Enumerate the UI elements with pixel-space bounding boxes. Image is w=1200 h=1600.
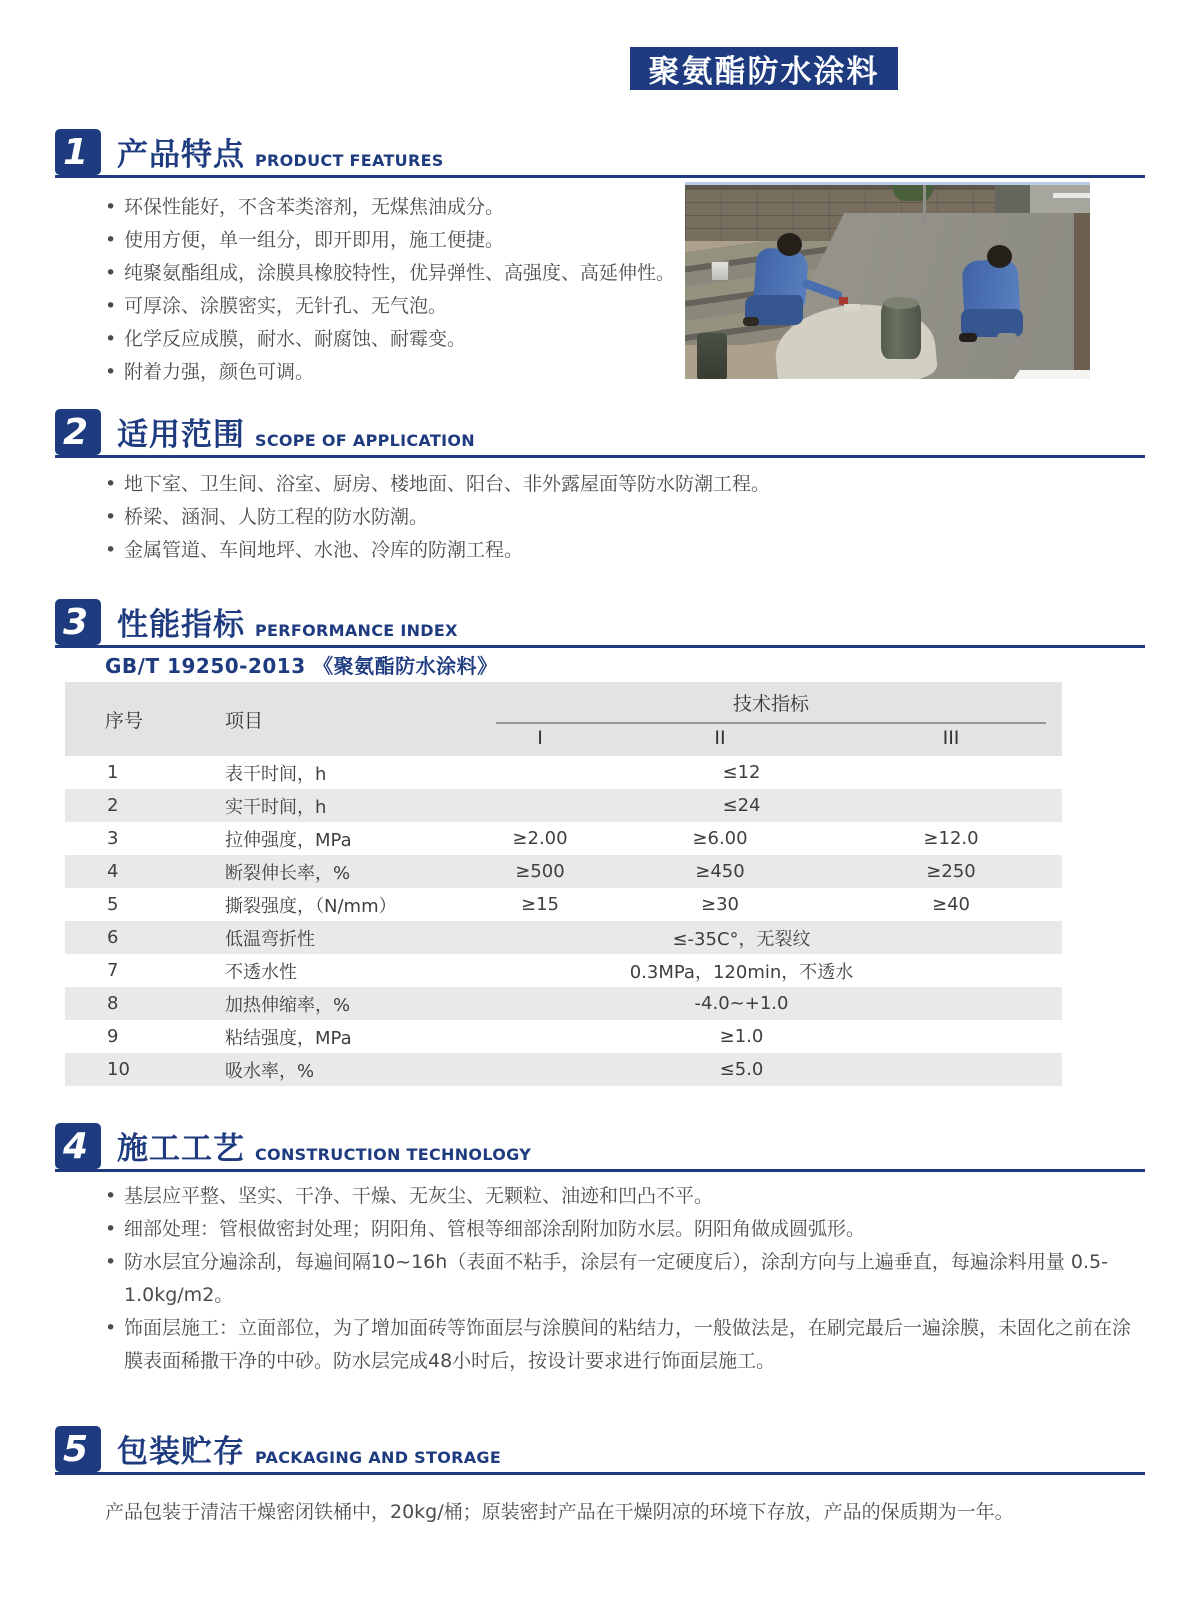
section-construction-technology: [55, 1122, 1145, 1378]
row-value-span: -4.0~+1.0: [694, 993, 789, 1014]
table-row: [65, 1053, 1062, 1086]
construction-steps-list: [105, 1180, 1147, 1378]
row-value-span: ≤-35C°，无裂纹: [672, 928, 811, 950]
col-header-group: [480, 682, 1062, 724]
table-row: [65, 756, 1062, 789]
table-row: [65, 921, 1062, 954]
section-number-badge: 1: [55, 129, 101, 175]
section-subtitle: PACKAGING AND STORAGE: [255, 1448, 502, 1467]
photo-barrel: [881, 301, 921, 359]
col-header-item: 项目: [225, 709, 264, 732]
row-item: 低温弯折性: [225, 928, 315, 950]
photo-pipe: [1053, 193, 1090, 198]
row-item: 不透水性: [225, 961, 297, 983]
photo-worker-right: [957, 245, 1047, 347]
row-item: 拉伸强度，MPa: [225, 829, 352, 851]
table-row: [65, 987, 1062, 1020]
row-index: 1: [107, 762, 119, 783]
row-value: ≥15: [521, 894, 559, 915]
section-title: 性能指标: [117, 607, 245, 643]
list-item: • 基层应平整、坚实、干净、干燥、无灰尘、无颗粒、油迹和凹凸不平。: [105, 1180, 1147, 1213]
section-subtitle: SCOPE OF APPLICATION: [255, 431, 475, 450]
product-features-list: [105, 191, 690, 389]
row-value: ≥2.00: [512, 828, 568, 849]
row-value-span: ≥1.0: [719, 1026, 764, 1047]
row-item: 实干时间，h: [225, 796, 327, 818]
row-value: ≥6.00: [692, 828, 748, 849]
table-row: [65, 1020, 1062, 1053]
row-value-span: 0.3MPa，120min，不透水: [629, 961, 854, 983]
section-number-badge: 3: [55, 599, 101, 645]
section-1-header: [55, 128, 1145, 178]
product-photo: [685, 182, 1090, 379]
col-header-index: 序号: [105, 709, 144, 732]
section-subtitle: PRODUCT FEATURES: [255, 151, 444, 170]
row-item: 加热伸缩率，%: [225, 994, 351, 1016]
photo-corner-concrete: [1030, 185, 1090, 215]
col-header-grade-1: I: [537, 727, 543, 749]
row-value-span: ≤24: [722, 795, 761, 816]
application-scope-list: [105, 468, 1145, 567]
row-value: ≥500: [515, 861, 565, 882]
list-item: • 细部处理：管根做密封处理；阴阳角、管根等细部涂刮附加防水层。阴阳角做成圆弧形。: [105, 1213, 1147, 1246]
row-item: 粘结强度，MPa: [225, 1027, 352, 1049]
section-number-badge: 5: [55, 1426, 101, 1472]
row-item: 撕裂强度，（N/mm）: [225, 895, 397, 917]
row-value: ≥12.0: [923, 828, 979, 849]
section-title: 适用范围: [117, 417, 245, 453]
worker-shoe: [743, 317, 759, 326]
photo-paint-bucket: [711, 261, 729, 281]
list-item: • 附着力强，颜色可调。: [105, 356, 690, 389]
table-row: [65, 954, 1062, 987]
section-2-header: [55, 408, 1145, 458]
col-header-grade-2: II: [714, 727, 726, 749]
packaging-storage-text: 产品包装于清洁干燥密闭铁桶中，20kg/桶；原装密封产品在干燥阴凉的环境下存放，产品的保质期为一年。: [105, 1501, 1014, 1523]
section-number-badge: 2: [55, 409, 101, 455]
section-4-header: [55, 1122, 1145, 1172]
section-5-header: [55, 1425, 1145, 1475]
photo-dark-bucket: [697, 333, 727, 379]
photo-pool-edge: [1010, 370, 1090, 379]
table-head: [65, 682, 1062, 756]
section-title: 产品特点: [117, 137, 245, 173]
table-row: [65, 789, 1062, 822]
table-row: [65, 888, 1062, 921]
list-item: • 环保性能好，不含苯类溶剂，无煤焦油成分。: [105, 191, 690, 224]
row-value-span: ≤12: [722, 762, 761, 783]
row-index: 7: [107, 960, 119, 981]
list-item: • 桥梁、涵洞、人防工程的防水防潮。: [105, 501, 1145, 534]
section-3-header: [55, 598, 1145, 648]
worker-trowel: [844, 304, 860, 311]
row-value: ≥250: [926, 861, 976, 882]
row-index: 2: [107, 795, 119, 816]
worker-shoe: [959, 333, 977, 342]
table-row: [65, 822, 1062, 855]
list-item: • 纯聚氨酯组成，涂膜具橡胶特性，优异弹性、高强度、高延伸性。: [105, 257, 690, 290]
list-item: • 可厚涂、涂膜密实，无针孔、无气泡。: [105, 290, 690, 323]
photo-worker-left: [743, 233, 838, 343]
list-item: • 金属管道、车间地坪、水池、冷库的防潮工程。: [105, 534, 1145, 567]
photo-right-wall: [1074, 213, 1090, 379]
worker-shoe: [997, 333, 1017, 342]
section-subtitle: CONSTRUCTION TECHNOLOGY: [255, 1145, 532, 1164]
row-value: ≥450: [695, 861, 745, 882]
list-item: • 防水层宜分遍涂刮，每遍间隔10~16h（表面不粘手，涂层有一定硬度后），涂刮方向与上遍垂直，每遍涂料用量 0.5-1.0kg/m2。: [105, 1246, 1147, 1312]
list-item: • 饰面层施工：立面部位，为了增加面砖等饰面层与涂膜间的粘结力，一般做法是，在刷完最后一遍涂膜，未固化之前在涂膜表面稀撒干净的中砂。防水层完成48小时后，按设计要求进行饰面层施工。: [105, 1312, 1147, 1378]
photo-bush: [893, 185, 933, 201]
row-index: 4: [107, 861, 119, 882]
row-index: 5: [107, 894, 119, 915]
list-item: • 化学反应成膜，耐水、耐腐蚀、耐霉变。: [105, 323, 690, 356]
row-value: ≥30: [701, 894, 739, 915]
row-index: 3: [107, 828, 119, 849]
row-index: 8: [107, 993, 119, 1014]
section-title: 包装贮存: [117, 1434, 245, 1470]
section-performance-index: [55, 598, 1145, 648]
row-index: 10: [107, 1059, 130, 1080]
row-item: 吸水率，%: [225, 1060, 315, 1082]
worker-head: [777, 233, 802, 256]
row-item: 表干时间，h: [225, 763, 327, 785]
row-index: 6: [107, 927, 119, 948]
section-scope-of-application: [55, 408, 1145, 567]
section-number-badge: 4: [55, 1123, 101, 1169]
row-item: 断裂伸长率，%: [225, 862, 351, 884]
section-title: 施工工艺: [117, 1131, 245, 1167]
list-item: • 地下室、卫生间、浴室、厨房、楼地面、阳台、非外露屋面等防水防潮工程。: [105, 468, 1145, 501]
row-index: 9: [107, 1026, 119, 1047]
worker-arm: [801, 278, 844, 301]
row-value-span: ≤5.0: [719, 1059, 764, 1080]
photo-pole: [923, 185, 926, 227]
worker-head: [987, 245, 1012, 268]
standard-reference: GB/T 19250-2013 《聚氨酯防水涂料》: [105, 654, 498, 678]
section-subtitle: PERFORMANCE INDEX: [255, 621, 458, 640]
table-row: [65, 855, 1062, 888]
section-packaging-storage: [55, 1425, 1145, 1527]
performance-index-table: [65, 682, 1062, 1086]
list-item: • 使用方便，单一组分，即开即用，施工便捷。: [105, 224, 690, 257]
col-header-group-label: 技术指标: [496, 682, 1046, 724]
row-value: ≥40: [932, 894, 970, 915]
col-header-grade-3: III: [942, 727, 960, 749]
page-title: 聚氨酯防水涂料: [630, 47, 898, 90]
